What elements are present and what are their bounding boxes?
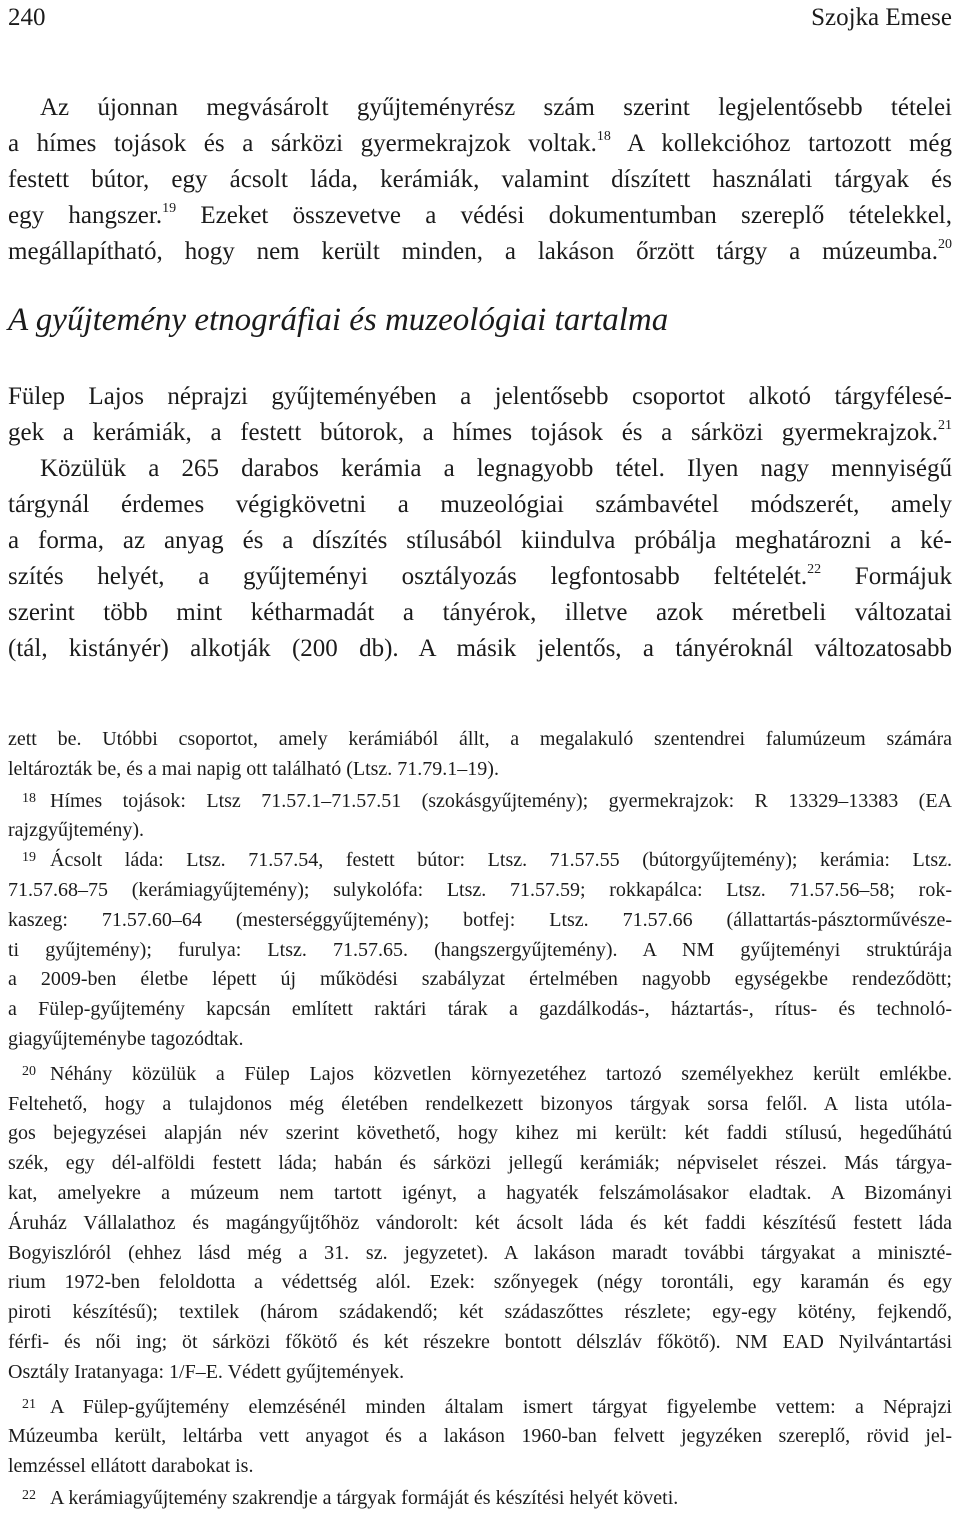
text-line xyxy=(8,936,952,966)
line-text: a hímes tojások és a sárközi gyermekrajzok voltak. xyxy=(8,130,597,157)
line-text: giagyűjteménybe tagozódtak. xyxy=(8,1027,244,1050)
footnote xyxy=(8,1060,952,1388)
page-number: 240 xyxy=(8,4,46,31)
text-line xyxy=(8,1179,952,1209)
text-line xyxy=(8,487,952,523)
text-line xyxy=(8,1239,952,1269)
footnote-reference: 22 xyxy=(807,562,822,578)
text-line xyxy=(8,876,952,906)
footnote-number: 21 xyxy=(22,1396,36,1412)
text-line xyxy=(8,451,952,487)
line-text: szék, egy dél-alföldi festett láda; habán és sárközi jellegű kerámiák; népviselet részei. Más tárgya- xyxy=(8,1152,952,1175)
footnote xyxy=(8,787,952,847)
text-line xyxy=(8,1060,952,1090)
footnote xyxy=(8,1484,952,1514)
text-line xyxy=(8,846,952,876)
line-text: Néhány közülük a Fülep Lajos közvetlen környezetéhez tartozó személyekhez került emlékbe. xyxy=(50,1062,952,1085)
line-text: piroti készítésű); textilek (három szádakendő; két szádaszőttes részlete; egy-egy kötény, fejkendő, xyxy=(8,1301,952,1324)
line-text: A kollekcióhoz tartozott még xyxy=(610,130,953,157)
line-text: Bogyiszlóról (ehhez lásd még a 31. sz. jegyzetet). A lakáson maradt további tárgyakat a miniszté- xyxy=(8,1241,952,1264)
text-line xyxy=(8,725,952,755)
footnotes xyxy=(8,725,952,1514)
line-text: Formájuk xyxy=(821,563,953,590)
text-line xyxy=(8,755,952,785)
footnote-number: 18 xyxy=(22,790,36,806)
line-text: a 2009-ben életbe lépett új működési szabályzat értelmében nagyobb egységekbe rendeződött; xyxy=(8,968,952,991)
footnote xyxy=(8,1393,952,1482)
text-line xyxy=(8,1149,952,1179)
footnote-continuation xyxy=(8,725,952,785)
line-text: ti gyűjtemény); furulya: Ltsz. 71.57.65. (hangszergyűjtemény). A NM gyűjteményi struktúrája xyxy=(8,938,952,961)
line-text: gek a kerámiák, a festett bútorok, a hímes tojások és a sárközi gyermekrajzok. xyxy=(8,419,938,446)
text-line xyxy=(8,1393,952,1423)
text-line xyxy=(8,1358,952,1388)
text-line xyxy=(8,90,952,126)
text-line xyxy=(8,995,952,1025)
text-line xyxy=(8,816,952,846)
paragraph xyxy=(8,451,952,667)
footnote-reference: 20 xyxy=(938,237,952,253)
text-line xyxy=(8,415,952,451)
line-text: kat, amelyekre a múzeum nem tartott igényt, a hagyaték felszámolásakor eladtak. A Bizományi xyxy=(8,1181,952,1204)
line-text: 71.57.68–75 (kerámiagyűjtemény); sulykolófa: Ltsz. 71.57.59; rokkapálca: Ltsz. 71.57.56–58; rok- xyxy=(8,878,952,901)
text-line xyxy=(8,1209,952,1239)
footnote-number: 19 xyxy=(22,850,36,866)
text-line xyxy=(8,1025,952,1055)
text-line xyxy=(8,1422,952,1452)
line-text: Ezeket összevetve a védési dokumentumban szereplő tételekkel, xyxy=(176,202,953,229)
line-text: Az újonnan megvásárolt gyűjteményrész szám szerint legjelentősebb tételei xyxy=(40,94,952,121)
text-line xyxy=(8,198,952,234)
section-heading: A gyűjtemény etnográfiai és muzeológiai tartalma xyxy=(8,302,669,338)
text-line xyxy=(8,1268,952,1298)
footnote-reference: 21 xyxy=(938,418,952,434)
section-text xyxy=(8,379,952,667)
text-line xyxy=(8,1119,952,1149)
line-text: festett bútor, egy ácsolt láda, kerámiák, valamint díszített használati tárgyak és xyxy=(8,166,952,193)
line-text: A kerámiagyűjtemény szakrendje a tárgyak formáját és készítési helyét követi. xyxy=(50,1486,679,1509)
line-text: (tál, kistányér) alkotják (200 db). A másik jelentős, a tányéroknál változatosabb xyxy=(8,635,952,662)
line-text: zett be. Utóbbi csoportot, amely kerámiából állt, a megalakuló szentendrei falumúzeum számára xyxy=(8,728,952,750)
line-text: tárgynál érdemes végigkövetni a muzeológiai számbavétel módszerét, amely xyxy=(8,491,952,518)
footnote-number: 20 xyxy=(22,1063,36,1079)
running-header xyxy=(8,2,952,34)
text-line xyxy=(8,523,952,559)
line-text: gos bejegyzései alapján név szerint követhető, hogy kihez mi került: két faddi stílusú, hegedűhátú xyxy=(8,1122,952,1145)
line-text: Múzeumba került, leltárba vett anyagot és a lakáson 1960-ban felvett jegyzéken szereplő, rövid jel- xyxy=(8,1425,952,1448)
text-line xyxy=(8,595,952,631)
text-line xyxy=(8,1484,952,1514)
line-text: egy hangszer. xyxy=(8,202,163,229)
line-text: Közülük a 265 darabos kerámia a legnagyobb tétel. Ilyen nagy mennyiségű xyxy=(40,455,952,482)
text-line xyxy=(8,787,952,817)
paragraph xyxy=(8,90,952,270)
text-line xyxy=(8,906,952,936)
text-line xyxy=(8,965,952,995)
text-line xyxy=(8,1328,952,1358)
line-text: lemzéssel ellátott darabokat is. xyxy=(8,1455,254,1478)
text-line xyxy=(8,379,952,415)
paragraph xyxy=(8,379,952,451)
footnote-number: 22 xyxy=(22,1487,36,1503)
line-text: Hímes tojások: Ltsz 71.57.1–71.57.51 (szokásgyűjtemény); gyermekrajzok: R 13329–13383 (EA xyxy=(50,789,952,812)
line-text: megállapítható, hogy nem került minden, a lakáson őrzött tárgy a múzeumba. xyxy=(8,238,938,265)
footnote-reference: 18 xyxy=(596,129,611,145)
text-line xyxy=(8,1452,952,1482)
line-text: a Fülep-gyűjtemény kapcsán említett raktári tárak a gazdálkodás-, háztartás-, rítus- és technoló- xyxy=(8,998,952,1021)
line-text: kaszeg: 71.57.60–64 (mesterséggyűjtemény); botfej: Ltsz. 71.57.66 (állattartás-pásztorművésze- xyxy=(8,908,952,931)
line-text: rium 1972-ben feloldotta a védettség alól. Ezek: szőnyegek (négy torontáli, egy karamán és egy xyxy=(8,1271,952,1294)
line-text: rajzgyűjtemény). xyxy=(8,819,145,842)
text-line xyxy=(8,559,952,595)
line-text: szítés helyét, a gyűjteményi osztályozás legfontosabb feltételét. xyxy=(8,563,808,590)
line-text: Áruház Vállalathoz és magángyűjtőhöz vándorolt: két ácsolt láda és két faddi készítésű festett láda xyxy=(8,1211,952,1234)
text-line xyxy=(8,162,952,198)
footnote-reference: 19 xyxy=(162,201,177,217)
line-text: a forma, az anyag és a díszítés stílusából kiindulva próbálja meghatározni a ké- xyxy=(8,527,952,554)
line-text: Fülep Lajos néprajzi gyűjteményében a jelentősebb csoportot alkotó tárgyfélesé- xyxy=(8,383,952,410)
text-line xyxy=(8,1090,952,1120)
text-line xyxy=(8,126,952,162)
footnote xyxy=(8,846,952,1055)
line-text: Ácsolt láda: Ltsz. 71.57.54, festett bútor: Ltsz. 71.57.55 (bútorgyűjtemény); kerámia: Ltsz. xyxy=(50,849,952,872)
line-text: szerint több mint kétharmadát a tányérok, illetve azok méretbeli változatai xyxy=(8,599,952,626)
line-text: férfi- és női ing; öt sárközi főkötő és két részekre bontott délszláv főkötő). NM EAD Nyilvántartási xyxy=(8,1330,952,1353)
line-text: Feltehető, hogy a tulajdonos még életében rendelkezett bizonyos tárgyak sorsa felől. A lista utóla- xyxy=(8,1092,952,1115)
line-text: A Fülep-gyűjtemény elemzésénél minden általam ismert tárgyat figyelembe vettem: a Néprajzi xyxy=(50,1395,952,1418)
line-text: Osztály Iratanyaga: 1/F–E. Védett gyűjtemények. xyxy=(8,1360,405,1383)
text-line xyxy=(8,631,952,667)
line-text: leltározták be, és a mai napig ott található (Ltsz. 71.79.1–19). xyxy=(8,757,499,780)
text-line xyxy=(8,1298,952,1328)
running-head-author: Szojka Emese xyxy=(811,4,952,31)
text-line xyxy=(8,234,952,270)
